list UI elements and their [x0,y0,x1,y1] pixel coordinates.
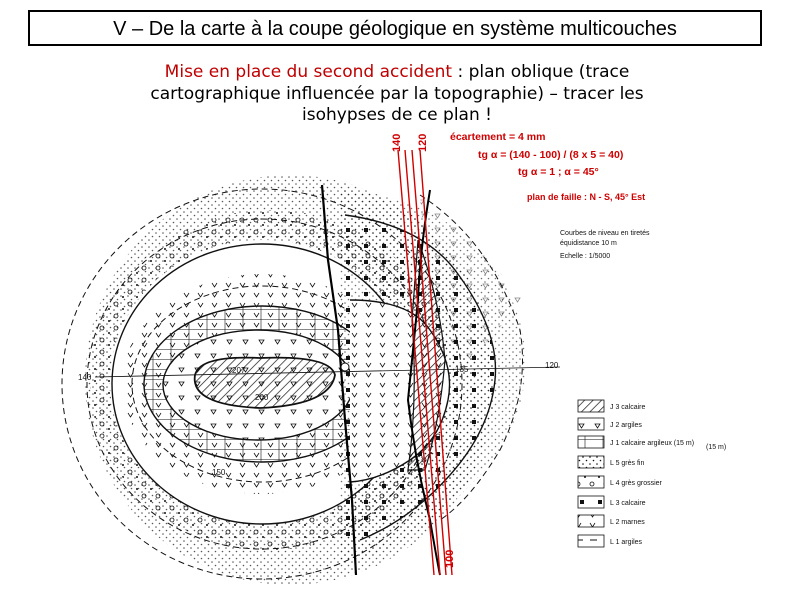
contour-label-200: 200 [255,393,269,402]
iso-label-120: 120 [417,133,429,152]
contour-label-150: 150 [212,468,226,477]
svg-text:L 3 calcaire: L 3 calcaire [610,500,646,507]
contour-label-120: 120 [545,361,559,370]
subtitle-rest: : plan oblique (trace [452,62,630,82]
svg-text:J 2 argiles: J 2 argiles [610,422,642,429]
junction-marker [341,363,349,371]
svg-text:L 4 grès grossier: L 4 grès grossier [610,480,662,487]
legend-item-l3 [578,496,646,508]
svg-text:L 5 grès fin: L 5 grès fin [610,460,645,467]
iso-label-100: 100 [444,549,456,568]
legend-item-j2 [578,418,642,430]
legend-extra-thickness: (15 m) [706,444,727,451]
svg-text:J 3 calcaire: J 3 calcaire [610,404,646,411]
iso-label-140: 140 [391,133,403,152]
svg-text:L 1 argiles: L 1 argiles [610,539,643,546]
tangent-formula: tg α = (140 - 100) / (8 x 5 = 40) [478,149,624,161]
svg-text:L 2 marnes: L 2 marnes [610,519,645,526]
legend-item-l1 [578,535,643,547]
subtitle-line-3: isohypses de ce plan ! [302,105,492,125]
legend-item-l4 [578,476,663,488]
tangent-result: tg α = 1 ; α = 45° [518,166,599,178]
legend-item-l5 [578,456,644,468]
fault-plane-label: plan de faille : N - S, 45° Est [527,192,646,202]
legend-item-j3 [578,400,646,412]
contour-label-140: 140 [78,373,92,382]
subtitle-emphasis: Mise en place du second accident [164,62,453,82]
slide-title: V – De la carte à la coupe géologique en système multicouches [113,18,677,40]
map-info-scale: Echelle : 1/5000 [560,253,611,260]
ecartement-label: écartement = 4 mm [450,131,546,143]
map-info-equidistance: équidistance 10 m [560,240,617,247]
subtitle-line-2: cartographique influencée par la topographie) – tracer les [150,84,644,104]
legend-item-l2 [578,515,645,527]
right-block-layers [340,190,525,560]
contour-label-135: 135 [455,365,469,374]
svg-text:J 1 calcaire argileux (15 m): J 1 calcaire argileux (15 m) [610,440,695,447]
legend [578,400,726,547]
contour-label-207: 207 [232,366,246,375]
map-info-contours: Courbes de niveau en tiretés [560,230,650,237]
legend-item-j1 [578,436,726,451]
